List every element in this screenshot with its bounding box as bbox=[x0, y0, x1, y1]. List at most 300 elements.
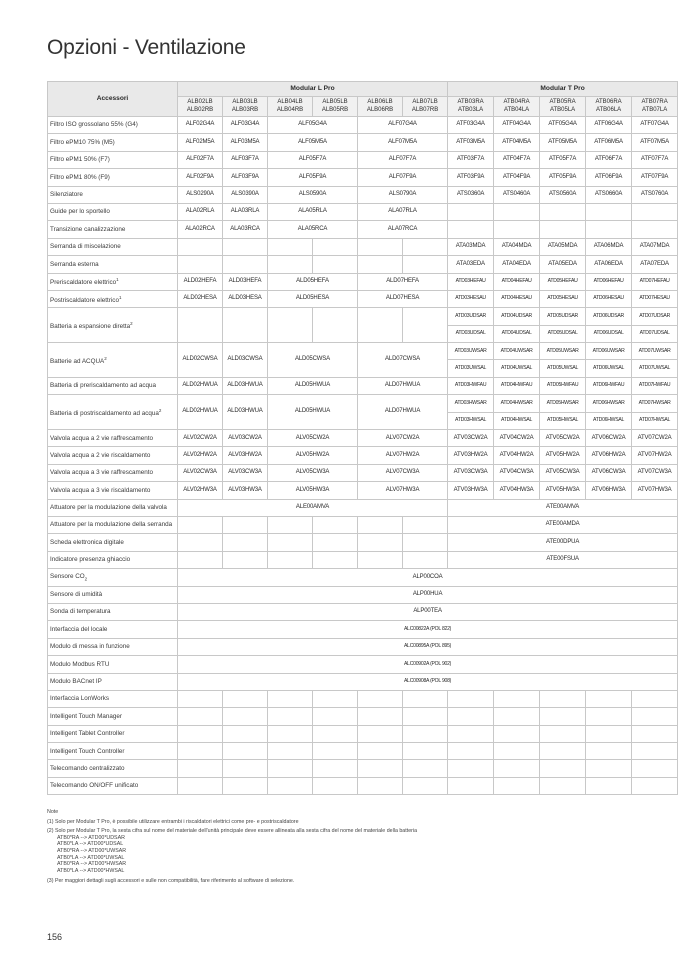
accessory-code: ALF02F7A bbox=[178, 151, 223, 168]
empty-cell bbox=[403, 708, 448, 725]
empty-cell bbox=[313, 777, 358, 794]
table-row bbox=[48, 586, 678, 603]
accessory-code: ATD04UWSAL bbox=[494, 360, 540, 377]
accessory-code: ALV07HW3A bbox=[358, 482, 448, 499]
empty-cell bbox=[268, 777, 313, 794]
row-label-text: Sensore di umidità bbox=[50, 591, 103, 599]
empty-cell bbox=[268, 743, 313, 760]
accessory-code: ALD07HWUA bbox=[358, 377, 448, 394]
empty-cell bbox=[358, 516, 403, 533]
note-2-mapping bbox=[47, 835, 647, 875]
accessory-code: ATV03CW2A bbox=[448, 430, 494, 447]
accessory-code: ATD04UDSAR bbox=[494, 308, 540, 325]
table-row bbox=[48, 725, 678, 742]
row-label bbox=[48, 134, 178, 151]
row-label-footnote: 2 bbox=[158, 407, 162, 413]
row-label bbox=[48, 343, 178, 378]
note-2-line: ATB0*LA --> ATD00*UDSAL bbox=[57, 841, 124, 848]
accessory-code: ATD06UWSAR bbox=[586, 343, 632, 360]
accessory-code: ALF02M5A bbox=[178, 134, 223, 151]
accessory-code: ATF06F7A bbox=[586, 151, 632, 168]
empty-cell bbox=[540, 203, 586, 220]
accessory-code: ATF05F7A bbox=[540, 151, 586, 168]
table-row bbox=[48, 256, 678, 273]
accessory-code: ALD03HWUA bbox=[223, 395, 268, 430]
accessory-code: ALV02HW2A bbox=[178, 447, 223, 464]
accessory-code: ATV03HW3A bbox=[448, 482, 494, 499]
empty-cell bbox=[313, 534, 358, 551]
accessory-code: ATV04CW3A bbox=[494, 464, 540, 481]
model-header: ALB03LB ALB03RB bbox=[223, 97, 268, 117]
empty-cell bbox=[403, 551, 448, 568]
row-label-text: Attuatore per la modulazione della serranda bbox=[50, 521, 173, 529]
empty-cell bbox=[268, 551, 313, 568]
empty-cell bbox=[494, 221, 540, 238]
table-row bbox=[48, 690, 678, 707]
accessory-code: ATF04M5A bbox=[494, 134, 540, 151]
row-label bbox=[48, 308, 178, 343]
empty-cell bbox=[178, 725, 223, 742]
empty-cell bbox=[223, 777, 268, 794]
accessory-code: ATV06CW2A bbox=[586, 430, 632, 447]
empty-cell bbox=[313, 308, 358, 343]
accessory-code: ALV05HW2A bbox=[268, 447, 358, 464]
empty-cell bbox=[448, 221, 494, 238]
accessory-code: ALD02HEFA bbox=[178, 273, 223, 290]
row-label bbox=[48, 377, 178, 394]
accessory-code: ALV02HW3A bbox=[178, 482, 223, 499]
row-label bbox=[48, 186, 178, 203]
accessory-code: ATA07MDA bbox=[632, 238, 678, 255]
accessory-code: ALD02HWUA bbox=[178, 395, 223, 430]
empty-cell bbox=[403, 777, 448, 794]
accessory-code: ALD05HWUA bbox=[268, 377, 358, 394]
accessory-code: ATA06EDA bbox=[586, 256, 632, 273]
empty-cell bbox=[358, 743, 403, 760]
row-label-text: Filtro ePM1 50% (F7) bbox=[50, 156, 110, 164]
row-label bbox=[48, 464, 178, 481]
row-label-text: Intelligent Tablet Controller bbox=[50, 730, 125, 738]
row-label-text: Telecomando ON/OFF unificato bbox=[50, 782, 139, 790]
accessory-code: ATF07G4A bbox=[632, 117, 678, 134]
accessory-code: ATA05MDA bbox=[540, 238, 586, 255]
row-label-text: Intelligent Touch Controller bbox=[50, 747, 125, 755]
accessory-code: ATD07UDSAL bbox=[632, 325, 678, 342]
empty-cell bbox=[313, 760, 358, 777]
accessory-code: ALF07G4A bbox=[358, 117, 448, 134]
accessory-code: ATV04CW2A bbox=[494, 430, 540, 447]
accessory-code: ATF03F7A bbox=[448, 151, 494, 168]
accessory-code: ATD05UWSAL bbox=[540, 360, 586, 377]
table-row bbox=[48, 430, 678, 447]
row-label-text: Filtro ISO grossolano 55% (G4) bbox=[50, 121, 138, 129]
accessory-code: ALD03HESA bbox=[223, 290, 268, 307]
accessory-code: ATE00AMVA bbox=[448, 499, 678, 516]
model-header: ALB04LB ALB04RB bbox=[268, 97, 313, 117]
accessory-code: ALV02CW3A bbox=[178, 464, 223, 481]
accessory-code: ALV03CW2A bbox=[223, 430, 268, 447]
accessory-code: ATV06HW3A bbox=[586, 482, 632, 499]
accessory-code: ATS0460A bbox=[494, 186, 540, 203]
accessory-code: ALV03HW2A bbox=[223, 447, 268, 464]
accessory-code: ALP00HUA bbox=[178, 586, 678, 603]
row-label-text: Modulo BACnet IP bbox=[50, 677, 102, 685]
accessory-code: ALV07HW2A bbox=[358, 447, 448, 464]
empty-cell bbox=[494, 777, 540, 794]
accessory-code: ALD05HWUA bbox=[268, 395, 358, 430]
empty-cell bbox=[448, 708, 494, 725]
accessory-code: ATF06G4A bbox=[586, 117, 632, 134]
accessory-code: ALC00902A (POL 902) bbox=[178, 656, 678, 673]
accessory-code: ATV05HW3A bbox=[540, 482, 586, 499]
accessory-code: ALS0590A bbox=[268, 186, 358, 203]
accessory-code: ATV07CW3A bbox=[632, 464, 678, 481]
empty-cell bbox=[358, 760, 403, 777]
accessory-code: ATD06UDSAL bbox=[586, 325, 632, 342]
empty-cell bbox=[448, 760, 494, 777]
empty-cell bbox=[268, 534, 313, 551]
empty-cell bbox=[448, 690, 494, 707]
table-row bbox=[48, 516, 678, 533]
empty-cell bbox=[223, 534, 268, 551]
empty-cell bbox=[494, 743, 540, 760]
row-label bbox=[48, 482, 178, 499]
accessory-code: ATD05UDSAL bbox=[540, 325, 586, 342]
accessory-code: ATD07HESAU bbox=[632, 290, 678, 307]
empty-cell bbox=[632, 708, 678, 725]
row-label-text: Modulo Modbus RTU bbox=[50, 660, 110, 668]
row-label-text: Batteria di postriscaldamento ad acqua bbox=[50, 409, 159, 417]
empty-cell bbox=[223, 690, 268, 707]
accessory-code: ATD04HEFAU bbox=[494, 273, 540, 290]
accessory-code: ATS0560A bbox=[540, 186, 586, 203]
row-label bbox=[48, 760, 178, 777]
table-row bbox=[48, 656, 678, 673]
empty-cell bbox=[586, 743, 632, 760]
table-row bbox=[48, 551, 678, 568]
empty-cell bbox=[494, 203, 540, 220]
accessory-code: ALA07RCA bbox=[358, 221, 448, 238]
row-label-text: Sensore CO bbox=[50, 572, 85, 580]
empty-cell bbox=[403, 516, 448, 533]
accessory-code: ATV05CW3A bbox=[540, 464, 586, 481]
row-label-footnote: 2 bbox=[104, 355, 107, 361]
row-label bbox=[48, 673, 178, 690]
empty-cell bbox=[403, 725, 448, 742]
empty-cell bbox=[403, 534, 448, 551]
accessory-code: ATD04HWSAR bbox=[494, 395, 540, 412]
empty-cell bbox=[632, 690, 678, 707]
table-row bbox=[48, 638, 678, 655]
model-header: ATB05RA ATB05LA bbox=[540, 97, 586, 117]
row-label bbox=[48, 656, 178, 673]
row-label-subscript: 2 bbox=[84, 575, 88, 581]
empty-cell bbox=[178, 760, 223, 777]
accessory-code: ATA05EDA bbox=[540, 256, 586, 273]
row-label bbox=[48, 499, 178, 516]
accessory-code: ATF04F9A bbox=[494, 169, 540, 186]
accessory-code: ALD03HWUA bbox=[223, 377, 268, 394]
empty-cell bbox=[540, 743, 586, 760]
accessory-code: ALF07F9A bbox=[358, 169, 448, 186]
row-label-text: Indicatore presenza ghiaccio bbox=[50, 556, 131, 564]
accessory-code: ALA07RLA bbox=[358, 203, 448, 220]
row-label-text: Silenziatore bbox=[50, 191, 83, 199]
accessory-code: ATS0360A bbox=[448, 186, 494, 203]
accessory-code: ATE00AMDA bbox=[448, 516, 678, 533]
accessory-code: ATD05HEFAU bbox=[540, 273, 586, 290]
note-1: (1) Solo per Modular T Pro, è possibile utilizzare entrambi i riscaldatori elettrici come pre- e postriscaldatore bbox=[47, 818, 299, 825]
empty-cell bbox=[223, 551, 268, 568]
accessory-code: ATV05HW2A bbox=[540, 447, 586, 464]
accessory-code: ATF03F9A bbox=[448, 169, 494, 186]
empty-cell bbox=[448, 203, 494, 220]
model-header: ALB06LB ALB06RB bbox=[358, 97, 403, 117]
row-label-text: Valvola acqua a 2 vie riscaldamento bbox=[50, 451, 151, 459]
accessories-table-body bbox=[48, 82, 678, 795]
accessory-code: ATF05M5A bbox=[540, 134, 586, 151]
accessory-code: ALV03CW3A bbox=[223, 464, 268, 481]
table-row bbox=[48, 238, 678, 255]
column-header-accessori: Accessori bbox=[48, 82, 178, 117]
empty-cell bbox=[540, 690, 586, 707]
row-label-text: Serranda esterna bbox=[50, 260, 99, 268]
accessory-code: ATD04UDSAL bbox=[494, 325, 540, 342]
empty-cell bbox=[223, 760, 268, 777]
accessory-code: ALF07M5A bbox=[358, 134, 448, 151]
empty-cell bbox=[403, 238, 448, 255]
accessory-code: ALD03CWSA bbox=[223, 343, 268, 378]
accessory-code: ALD07CWSA bbox=[358, 343, 448, 378]
accessory-code: ATF07F9A bbox=[632, 169, 678, 186]
table-row bbox=[48, 743, 678, 760]
accessory-code: ALA05RCA bbox=[268, 221, 358, 238]
empty-cell bbox=[632, 221, 678, 238]
accessory-code: ATV07HW2A bbox=[632, 447, 678, 464]
accessory-code: ALV07CW3A bbox=[358, 464, 448, 481]
empty-cell bbox=[358, 777, 403, 794]
accessory-code: ALF03F7A bbox=[223, 151, 268, 168]
accessory-code: ALF02G4A bbox=[178, 117, 223, 134]
row-label-footnote: 1 bbox=[118, 294, 122, 300]
table-row bbox=[48, 708, 678, 725]
empty-cell bbox=[586, 725, 632, 742]
note-2 bbox=[47, 828, 647, 835]
accessory-code: ATV04HW2A bbox=[494, 447, 540, 464]
table-row bbox=[48, 203, 678, 220]
table-row bbox=[48, 117, 678, 134]
row-label bbox=[48, 447, 178, 464]
accessory-code: ATF03G4A bbox=[448, 117, 494, 134]
accessory-code: ALA03RLA bbox=[223, 203, 268, 220]
empty-cell bbox=[632, 777, 678, 794]
empty-cell bbox=[632, 725, 678, 742]
empty-cell bbox=[540, 708, 586, 725]
empty-cell bbox=[632, 760, 678, 777]
empty-cell bbox=[313, 743, 358, 760]
row-label bbox=[48, 586, 178, 603]
accessory-code: ALF03F9A bbox=[223, 169, 268, 186]
accessory-code: ALP00TEA bbox=[178, 603, 678, 620]
empty-cell bbox=[494, 760, 540, 777]
table-row bbox=[48, 186, 678, 203]
empty-cell bbox=[268, 725, 313, 742]
empty-cell bbox=[586, 760, 632, 777]
row-label-text: Valvola acqua a 3 vie raffrescamento bbox=[50, 469, 154, 477]
row-label bbox=[48, 534, 178, 551]
table-row bbox=[48, 308, 678, 325]
row-label bbox=[48, 169, 178, 186]
row-label bbox=[48, 690, 178, 707]
table-row bbox=[48, 290, 678, 307]
accessory-code: ATD07HWSAR bbox=[632, 395, 678, 412]
row-label-text: Filtro ePM1 80% (F9) bbox=[50, 173, 110, 181]
empty-cell bbox=[268, 760, 313, 777]
empty-cell bbox=[313, 690, 358, 707]
empty-cell bbox=[223, 725, 268, 742]
row-label bbox=[48, 777, 178, 794]
accessory-code: ALD05CWSA bbox=[268, 343, 358, 378]
model-header: ALB02LB ALB02RB bbox=[178, 97, 223, 117]
note-2-text: (2) Solo per Modular T Pro, la sesta cifra sul nome del materiale dell'unità principale deve essere allineata alla sesta cifra del nome del materiale della batteria bbox=[47, 828, 418, 835]
accessory-code: ALF05G4A bbox=[268, 117, 358, 134]
empty-cell bbox=[268, 238, 313, 255]
accessory-code: ATD05HESAU bbox=[540, 290, 586, 307]
accessory-code: ATD04UWSAR bbox=[494, 343, 540, 360]
accessory-code: ATV06HW2A bbox=[586, 447, 632, 464]
empty-cell bbox=[313, 256, 358, 273]
page-number: 156 bbox=[47, 932, 63, 942]
empty-cell bbox=[268, 516, 313, 533]
accessory-code: ALA03RCA bbox=[223, 221, 268, 238]
accessory-code: ATD03HWFAU bbox=[448, 377, 494, 394]
empty-cell bbox=[494, 690, 540, 707]
accessory-code: ATD03HESAU bbox=[448, 290, 494, 307]
accessory-code: ALD07HESA bbox=[358, 290, 448, 307]
empty-cell bbox=[586, 708, 632, 725]
page-title: Opzioni - Ventilazione bbox=[47, 36, 246, 59]
table-row bbox=[48, 151, 678, 168]
accessory-code: ALD05HEFA bbox=[268, 273, 358, 290]
accessory-code: ALV05CW3A bbox=[268, 464, 358, 481]
accessory-code: ATF06M5A bbox=[586, 134, 632, 151]
table-row bbox=[48, 395, 678, 412]
table-row bbox=[48, 760, 678, 777]
accessory-code: ATD05UDSAR bbox=[540, 308, 586, 325]
empty-cell bbox=[223, 708, 268, 725]
accessory-code: ATD03HWSAR bbox=[448, 395, 494, 412]
empty-cell bbox=[268, 308, 313, 343]
accessory-code: ATS0660A bbox=[586, 186, 632, 203]
row-label-footnote: 2 bbox=[130, 320, 133, 326]
table-row bbox=[48, 221, 678, 238]
row-label-text: Attuatore per la modulazione della valvola bbox=[50, 504, 167, 512]
empty-cell bbox=[178, 308, 223, 343]
note-2-line: ATB0*RA --> ATD00*UDSAR bbox=[57, 834, 125, 841]
accessory-code: ATF04G4A bbox=[494, 117, 540, 134]
empty-cell bbox=[178, 690, 223, 707]
accessory-code: ALS0290A bbox=[178, 186, 223, 203]
accessory-code: ATD07HWSAL bbox=[632, 412, 678, 429]
empty-cell bbox=[223, 743, 268, 760]
row-label-text: Filtro ePM10 75% (M5) bbox=[50, 138, 115, 146]
row-label-text: Valvola acqua a 2 vie raffrescamento bbox=[50, 434, 154, 442]
accessory-code: ATD07UDSAR bbox=[632, 308, 678, 325]
empty-cell bbox=[403, 308, 448, 343]
row-label-text: Scheda elettronica digitale bbox=[50, 538, 124, 546]
empty-cell bbox=[403, 256, 448, 273]
row-label-text: Batteria a espansione diretta bbox=[50, 323, 131, 331]
model-header: ATB04RA ATB04LA bbox=[494, 97, 540, 117]
empty-cell bbox=[268, 256, 313, 273]
accessory-code: ALP00COA bbox=[178, 569, 678, 586]
accessory-code: ATD03HWSAL bbox=[448, 412, 494, 429]
accessory-code: ATV03HW2A bbox=[448, 447, 494, 464]
accessory-code: ATF07M5A bbox=[632, 134, 678, 151]
table-row bbox=[48, 343, 678, 360]
table-row bbox=[48, 169, 678, 186]
table-row bbox=[48, 482, 678, 499]
empty-cell bbox=[494, 725, 540, 742]
accessory-code: ALF05F7A bbox=[268, 151, 358, 168]
row-label-text: Postriscaldatore elettrico bbox=[50, 296, 119, 304]
row-label bbox=[48, 273, 178, 290]
accessory-code: ALF03M5A bbox=[223, 134, 268, 151]
accessory-code: ALA05RLA bbox=[268, 203, 358, 220]
empty-cell bbox=[268, 708, 313, 725]
row-label bbox=[48, 725, 178, 742]
empty-cell bbox=[586, 690, 632, 707]
row-label bbox=[48, 256, 178, 273]
accessory-code: ATF05F9A bbox=[540, 169, 586, 186]
empty-cell bbox=[540, 777, 586, 794]
accessory-code: ALV05CW2A bbox=[268, 430, 358, 447]
accessory-code: ALF02F9A bbox=[178, 169, 223, 186]
row-label-text: Telecomando centralizzato bbox=[50, 764, 125, 772]
accessory-code: ATA06MDA bbox=[586, 238, 632, 255]
empty-cell bbox=[358, 238, 403, 255]
note-2-line: ATB0*LA --> ATD00*HWSAL bbox=[57, 867, 125, 874]
accessory-code: ALC00895A (POL 895) bbox=[178, 638, 678, 655]
accessory-code: ATF04F7A bbox=[494, 151, 540, 168]
empty-cell bbox=[448, 777, 494, 794]
accessory-code: ATD07HWFAU bbox=[632, 377, 678, 394]
row-label bbox=[48, 638, 178, 655]
accessory-code: ATV03CW3A bbox=[448, 464, 494, 481]
table-row bbox=[48, 377, 678, 394]
accessory-code: ATD03HEFAU bbox=[448, 273, 494, 290]
empty-cell bbox=[448, 743, 494, 760]
accessory-code: ATV07HW3A bbox=[632, 482, 678, 499]
accessory-code: ALD02CWSA bbox=[178, 343, 223, 378]
empty-cell bbox=[358, 690, 403, 707]
note-2-line: ATB0*RA --> ATD00*HWSAR bbox=[57, 861, 127, 868]
row-label bbox=[48, 743, 178, 760]
empty-cell bbox=[313, 516, 358, 533]
accessory-code: ALF07F7A bbox=[358, 151, 448, 168]
empty-cell bbox=[540, 725, 586, 742]
row-label-text: Preriscaldatore elettrico bbox=[50, 279, 117, 287]
accessory-code: ATD03UDSAL bbox=[448, 325, 494, 342]
empty-cell bbox=[403, 690, 448, 707]
accessory-code: ATD05HWSAL bbox=[540, 412, 586, 429]
empty-cell bbox=[358, 534, 403, 551]
row-label-text: Modulo di messa in funzione bbox=[50, 643, 130, 651]
accessory-code: ATV05CW2A bbox=[540, 430, 586, 447]
accessory-code: ALA02RCA bbox=[178, 221, 223, 238]
table-row bbox=[48, 464, 678, 481]
accessory-code: ATF07F7A bbox=[632, 151, 678, 168]
